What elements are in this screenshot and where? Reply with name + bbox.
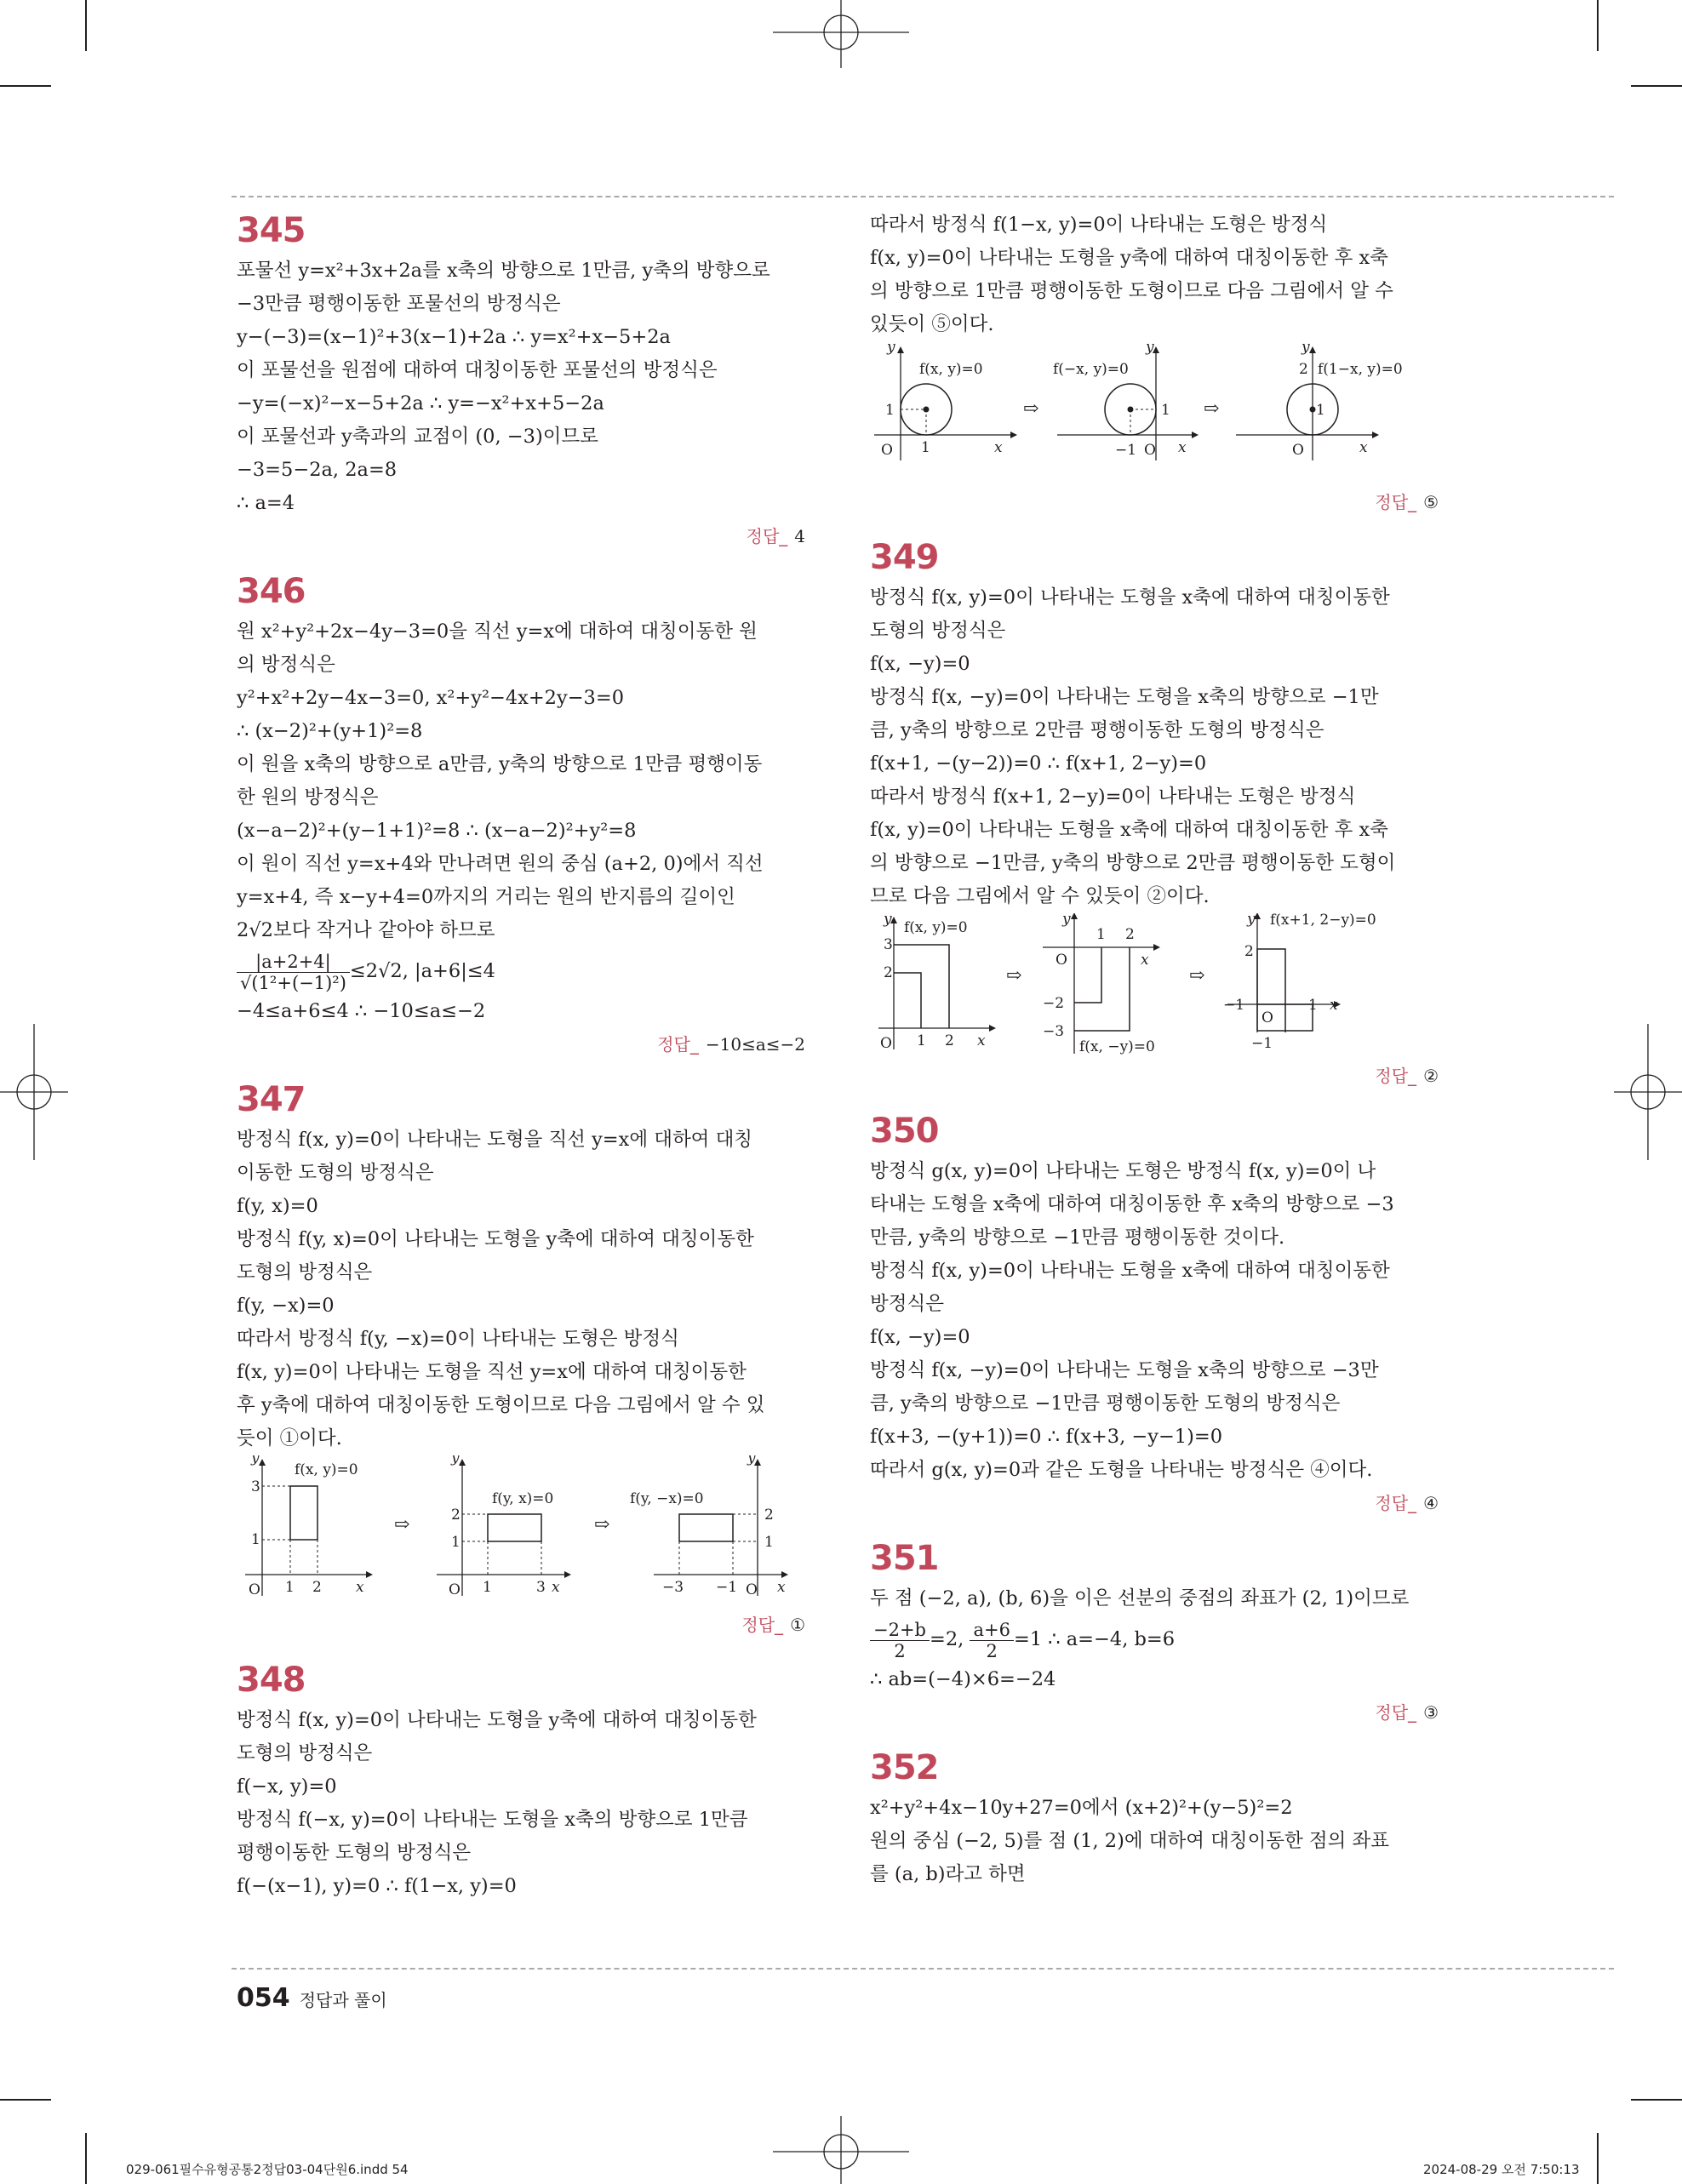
fraction-numerator: −2+b [870, 1620, 930, 1641]
problem-number: 345 [237, 211, 306, 250]
svg-text:3: 3 [536, 1579, 546, 1596]
svg-text:−1: −1 [1251, 1035, 1273, 1052]
graph-label: f(1−x, y)=0 [1318, 361, 1403, 378]
answer-label: 정답_ [657, 1034, 699, 1055]
fraction-numerator: a+6 [970, 1620, 1013, 1641]
svg-text:y: y [1247, 913, 1256, 928]
svg-text:y: y [884, 913, 892, 928]
graph-label: f(x+1, 2−y)=0 [1270, 913, 1376, 929]
solution-line: 방정식 f(x, −y)=0이 나타내는 도형을 x축의 방향으로 −1만 [870, 686, 1379, 708]
answer [870, 488, 1439, 517]
graph-l-shape-translated [1223, 913, 1376, 1052]
svg-text:O: O [1056, 952, 1067, 969]
svg-text:1: 1 [921, 439, 930, 456]
svg-text:2: 2 [945, 1032, 954, 1049]
answer-value: ① [790, 1615, 805, 1635]
graph-label: f(x, −y)=0 [1079, 1038, 1155, 1055]
fraction-denominator: √(1²+(−1)²) [240, 972, 346, 993]
solution-line: 듯이 ①이다. [237, 1427, 342, 1449]
solution-line: 두 점 (−2, a), (b, 6)을 이은 선분의 중점의 좌표가 (2, 1)이므로 [870, 1587, 1410, 1609]
solution-line: y=x+4, 즉 x−y+4=0까지의 거리는 원의 반지름의 길이인 [237, 886, 735, 908]
figure-348 [870, 341, 1439, 486]
solution-line: 큼, y축의 방향으로 2만큼 평행이동한 도형의 방정식은 [870, 719, 1324, 741]
svg-text:y: y [1062, 913, 1071, 928]
solution-line: f(y, −x)=0 [237, 1295, 335, 1317]
solution-line: 2√2보다 작거나 같아야 하므로 [237, 919, 495, 941]
solution-line: 큼, y축의 방향으로 −1만큼 평행이동한 도형의 방정식은 [870, 1392, 1341, 1415]
svg-text:2: 2 [1244, 943, 1254, 960]
svg-text:1: 1 [885, 402, 895, 419]
graph-label: f(x, y)=0 [919, 361, 983, 378]
solution-line: (x−a−2)²+(y−1+1)²=8 ∴ (x−a−2)²+y²=8 [237, 820, 637, 842]
graph-label: f(−x, y)=0 [1053, 361, 1129, 378]
svg-text:x: x [1141, 952, 1149, 969]
answer-label: 정답_ [741, 1615, 784, 1635]
solution-line: 방정식 f(y, x)=0이 나타내는 도형을 y축에 대하여 대칭이동한 [237, 1228, 754, 1250]
solution-line: f(y, x)=0 [237, 1195, 318, 1217]
svg-text:2: 2 [312, 1579, 322, 1596]
answer-value: ② [1423, 1066, 1439, 1086]
svg-text:2: 2 [1125, 926, 1135, 943]
answer-label: 정답_ [1375, 1493, 1417, 1513]
solution-line: x²+y²+4x−10y+27=0에서 (x+2)²+(y−5)²=2 [870, 1797, 1293, 1819]
solution-line: f(x, y)=0이 나타내는 도형을 x축에 대하여 대칭이동한 후 x축 [870, 819, 1388, 841]
page-number: 054 [237, 1983, 290, 2013]
svg-text:x: x [1330, 997, 1338, 1014]
graph-label: f(y, x)=0 [492, 1490, 554, 1507]
answer-label: 정답_ [1375, 1702, 1417, 1723]
solution-line: 만큼, y축의 방향으로 −1만큼 평행이동한 것이다. [870, 1226, 1285, 1249]
svg-text:x: x [552, 1579, 560, 1596]
graph-l-shape-reflected [1043, 913, 1160, 1055]
solution-line: 므로 다음 그림에서 알 수 있듯이 ②이다. [870, 885, 1210, 907]
svg-text:y: y [887, 341, 895, 356]
svg-text:x: x [356, 1579, 364, 1596]
svg-text:−2: −2 [1043, 995, 1065, 1012]
answer [870, 1698, 1439, 1727]
svg-text:1: 1 [1096, 926, 1106, 943]
solution-line: 방정식 f(−x, y)=0이 나타내는 도형을 x축의 방향으로 1만큼 [237, 1809, 748, 1831]
graph-circle-original [874, 341, 1017, 460]
solution-line: 의 방향으로 −1만큼, y축의 방향으로 2만큼 평행이동한 도형이 [870, 852, 1396, 874]
solution-line: 의 방정식은 [237, 654, 335, 676]
graph-circle-reflected [1053, 341, 1199, 460]
problem-350 [870, 1109, 1439, 1518]
solution-line: 도형의 방정식은 [237, 1261, 373, 1284]
solution-line: ∴ a=4 [237, 492, 295, 514]
answer [870, 1061, 1439, 1090]
solution-line: 방정식 f(x, y)=0이 나타내는 도형을 x축에 대하여 대칭이동한 [870, 586, 1390, 609]
svg-text:−1: −1 [716, 1579, 738, 1596]
page-footer [237, 1983, 387, 2013]
page-footer-label: 정답과 풀이 [299, 1990, 387, 2010]
svg-text:3: 3 [884, 936, 893, 953]
fraction-tail: ≤2√2, |a+6|≤4 [349, 960, 495, 982]
fraction-denominator: 2 [986, 1640, 998, 1661]
graph-l-shape-original [878, 913, 996, 1052]
svg-text:O: O [249, 1581, 260, 1598]
svg-text:x: x [977, 1032, 986, 1049]
svg-text:x: x [994, 439, 1003, 456]
solution-line: 원의 중심 (−2, 5)를 점 (1, 2)에 대하여 대칭이동한 점의 좌표 [870, 1830, 1390, 1852]
svg-text:−1: −1 [1115, 442, 1137, 459]
fraction-numerator: |a+2+4| [237, 952, 350, 973]
right-column [870, 209, 1439, 1910]
svg-text:O: O [1144, 442, 1156, 459]
svg-text:1: 1 [764, 1534, 774, 1551]
svg-text:x: x [1359, 439, 1368, 456]
svg-text:2: 2 [451, 1507, 461, 1524]
problem-number: 350 [870, 1112, 939, 1151]
solution-line: −4≤a+6≤4 ∴ −10≤a≤−2 [237, 1000, 486, 1022]
answer-value: ③ [1423, 1702, 1439, 1723]
answer-value: ⑤ [1423, 492, 1439, 512]
solution-line: f(x+3, −(y+1))=0 ∴ f(x+3, −y−1)=0 [870, 1426, 1223, 1448]
solution-line: 방정식 f(x, y)=0이 나타내는 도형을 y축에 대하여 대칭이동한 [237, 1709, 757, 1731]
graph-reflected-y-equals-x [437, 1455, 571, 1598]
svg-text:2: 2 [764, 1507, 774, 1524]
problem-number: 349 [870, 538, 939, 577]
svg-text:1: 1 [251, 1531, 260, 1548]
solution-line: 방정식 f(x, y)=0이 나타내는 도형을 직선 y=x에 대하여 대칭 [237, 1129, 753, 1151]
answer [237, 1030, 805, 1059]
fraction-line [237, 947, 805, 995]
svg-text:1: 1 [285, 1579, 295, 1596]
arrow-icon: ⇨ [594, 1514, 610, 1535]
solution-line: ∴ (x−2)²+(y+1)²=8 [237, 720, 423, 742]
registration-mark-right [1614, 1024, 1682, 1160]
problem-347 [237, 1078, 805, 1639]
answer-label: 정답_ [1375, 1066, 1417, 1086]
solution-line: 를 (a, b)라고 하면 [870, 1863, 1026, 1885]
svg-text:−3: −3 [1043, 1023, 1065, 1040]
solution-line: 방정식 g(x, y)=0이 나타내는 도형은 방정식 f(x, y)=0이 나 [870, 1160, 1376, 1182]
solution-line: 원 x²+y²+2x−4y−3=0을 직선 y=x에 대하여 대칭이동한 원 [237, 620, 758, 643]
svg-text:x: x [777, 1579, 786, 1596]
solution-line: y²+x²+2y−4x−3=0, x²+y²−4x+2y−3=0 [237, 687, 625, 709]
answer [870, 1489, 1439, 1518]
arrow-icon: ⇨ [1023, 398, 1039, 420]
registration-mark-left [0, 1024, 68, 1160]
answer [237, 522, 805, 551]
solution-line: −3만큼 평행이동한 포물선의 방정식은 [237, 293, 561, 315]
solution-line: 이 원을 x축의 방향으로 a만큼, y축의 방향으로 1만큼 평행이동 [237, 753, 763, 775]
graph-label: f(y, −x)=0 [630, 1490, 704, 1507]
answer-label: 정답_ [746, 526, 788, 546]
svg-text:y: y [1146, 341, 1154, 356]
svg-text:2: 2 [884, 964, 893, 981]
registration-mark-bottom [773, 2116, 909, 2184]
svg-text:1: 1 [1161, 402, 1170, 419]
arrow-icon: ⇨ [394, 1514, 410, 1535]
graph-circle-translated [1236, 341, 1403, 460]
arrow-icon: ⇨ [1006, 965, 1022, 986]
solution-line: f(x, y)=0이 나타내는 도형을 직선 y=x에 대하여 대칭이동한 [237, 1361, 747, 1383]
problem-number: 352 [870, 1748, 939, 1787]
svg-text:O: O [1292, 442, 1304, 459]
solution-line: −3=5−2a, 2a=8 [237, 459, 398, 481]
problem-352 [870, 1746, 1439, 1891]
answer [237, 1610, 805, 1639]
solution-line: 평행이동한 도형의 방정식은 [237, 1842, 472, 1864]
problem-346 [237, 569, 805, 1059]
solution-line: f(x+1, −(y−2))=0 ∴ f(x+1, 2−y)=0 [870, 752, 1207, 775]
graph-reflected-y-axis [630, 1455, 788, 1598]
solution-line: f(x, y)=0이 나타내는 도형을 y축에 대하여 대칭이동한 후 x축 [870, 247, 1388, 269]
print-slug-file: 029-061필수유형공통2정답03-04단원6.indd 54 [126, 2162, 409, 2177]
solution-line: 따라서 방정식 f(x+1, 2−y)=0이 나타내는 도형은 방정식 [870, 786, 1356, 808]
solution-line: 이 포물선을 원점에 대하여 대칭이동한 포물선의 방정식은 [237, 359, 718, 381]
top-divider [232, 196, 1614, 197]
svg-text:y: y [451, 1455, 460, 1466]
svg-text:O: O [881, 442, 893, 459]
svg-text:−1: −1 [1223, 997, 1245, 1014]
graph-label: f(x, y)=0 [295, 1461, 358, 1478]
solution-line: 한 원의 방정식은 [237, 786, 379, 809]
midpoint-x-fraction [870, 1620, 930, 1661]
solution-line: 따라서 g(x, y)=0과 같은 도형을 나타내는 방정식은 ④이다. [870, 1459, 1373, 1481]
solution-line: 따라서 방정식 f(y, −x)=0이 나타내는 도형은 방정식 [237, 1328, 679, 1350]
problem-number: 347 [237, 1080, 306, 1119]
svg-text:1: 1 [917, 1032, 926, 1049]
figure-349 [870, 913, 1439, 1060]
solution-line: f(x, −y)=0 [870, 653, 970, 675]
fraction-tail: =2, [930, 1628, 964, 1650]
solution-line: 방정식 f(x, −y)=0이 나타내는 도형을 x축의 방향으로 −3만 [870, 1359, 1379, 1381]
problem-number: 351 [870, 1539, 939, 1578]
svg-text:1: 1 [1316, 402, 1325, 419]
print-slug-date: 2024-08-29 오전 7:50:13 [1423, 2162, 1580, 2177]
graph-original-rectangle [245, 1455, 373, 1598]
svg-text:y: y [251, 1455, 260, 1466]
problem-351 [870, 1536, 1439, 1727]
svg-text:1: 1 [483, 1579, 492, 1596]
figure-347 [237, 1455, 805, 1609]
solution-line: −y=(−x)²−x−5+2a ∴ y=−x²+x+5−2a [237, 392, 604, 415]
svg-text:y: y [1302, 341, 1310, 356]
svg-text:1: 1 [451, 1534, 461, 1551]
svg-text:O: O [746, 1581, 758, 1598]
svg-text:−3: −3 [662, 1579, 684, 1596]
solution-line: 이동한 도형의 방정식은 [237, 1162, 434, 1184]
solution-line: 의 방향으로 1만큼 평행이동한 도형이므로 다음 그림에서 알 수 [870, 280, 1393, 302]
solution-line: 이 포물선과 y축과의 교점이 (0, −3)이므로 [237, 426, 598, 448]
bottom-divider [232, 1968, 1614, 1970]
svg-text:1: 1 [1308, 997, 1318, 1014]
left-column [237, 209, 805, 1922]
svg-text:2: 2 [1299, 361, 1308, 378]
solution-line: 있듯이 ⑤이다. [870, 313, 994, 335]
midpoint-y-fraction [970, 1620, 1013, 1661]
fraction-denominator: 2 [894, 1640, 906, 1661]
registration-mark-top [773, 0, 909, 68]
solution-line: 이 원이 직선 y=x+4와 만나려면 원의 중심 (a+2, 0)에서 직선 [237, 853, 764, 875]
svg-text:3: 3 [251, 1478, 260, 1495]
solution-line: 포물선 y=x²+3x+2a를 x축의 방향으로 1만큼, y축의 방향으로 [237, 260, 770, 282]
fraction-line [870, 1615, 1439, 1663]
arrow-icon: ⇨ [1189, 965, 1205, 986]
fraction-tail: =1 ∴ a=−4, b=6 [1013, 1628, 1176, 1650]
solution-line: ∴ ab=(−4)×6=−24 [870, 1668, 1056, 1690]
answer-value: −10≤a≤−2 [705, 1034, 805, 1055]
answer-value: ④ [1423, 1493, 1439, 1513]
solution-line: 도형의 방정식은 [870, 620, 1006, 642]
distance-fraction [237, 952, 350, 993]
svg-text:y: y [747, 1455, 756, 1466]
problem-348-continued [870, 209, 1439, 517]
graph-label: f(x, y)=0 [904, 919, 968, 936]
problem-number: 348 [237, 1661, 306, 1700]
problem-345 [237, 209, 805, 551]
solution-line: 방정식은 [870, 1293, 944, 1315]
arrow-icon: ⇨ [1204, 398, 1220, 420]
solution-line: 후 y축에 대하여 대칭이동한 도형이므로 다음 그림에서 알 수 있 [237, 1394, 765, 1416]
solution-line: y−(−3)=(x−1)²+3(x−1)+2a ∴ y=x²+x−5+2a [237, 326, 671, 348]
problem-349 [870, 535, 1439, 1090]
answer-label: 정답_ [1375, 492, 1417, 512]
problem-number: 346 [237, 572, 306, 611]
solution-line: f(−x, y)=0 [237, 1775, 337, 1798]
svg-text:O: O [1262, 1009, 1273, 1026]
solution-line: 도형의 방정식은 [237, 1742, 373, 1764]
solution-line: f(−(x−1), y)=0 ∴ f(1−x, y)=0 [237, 1875, 517, 1897]
solution-line: 방정식 f(x, y)=0이 나타내는 도형을 x축에 대하여 대칭이동한 [870, 1260, 1390, 1282]
svg-text:O: O [880, 1035, 892, 1052]
svg-text:O: O [449, 1581, 461, 1598]
solution-line: f(x, −y)=0 [870, 1326, 970, 1348]
svg-text:x: x [1178, 439, 1187, 456]
problem-348 [237, 1658, 805, 1903]
solution-line: 타내는 도형을 x축에 대하여 대칭이동한 후 x축의 방향으로 −3 [870, 1193, 1394, 1215]
answer-value: 4 [794, 526, 805, 546]
solution-line: 따라서 방정식 f(1−x, y)=0이 나타내는 도형은 방정식 [870, 214, 1328, 236]
